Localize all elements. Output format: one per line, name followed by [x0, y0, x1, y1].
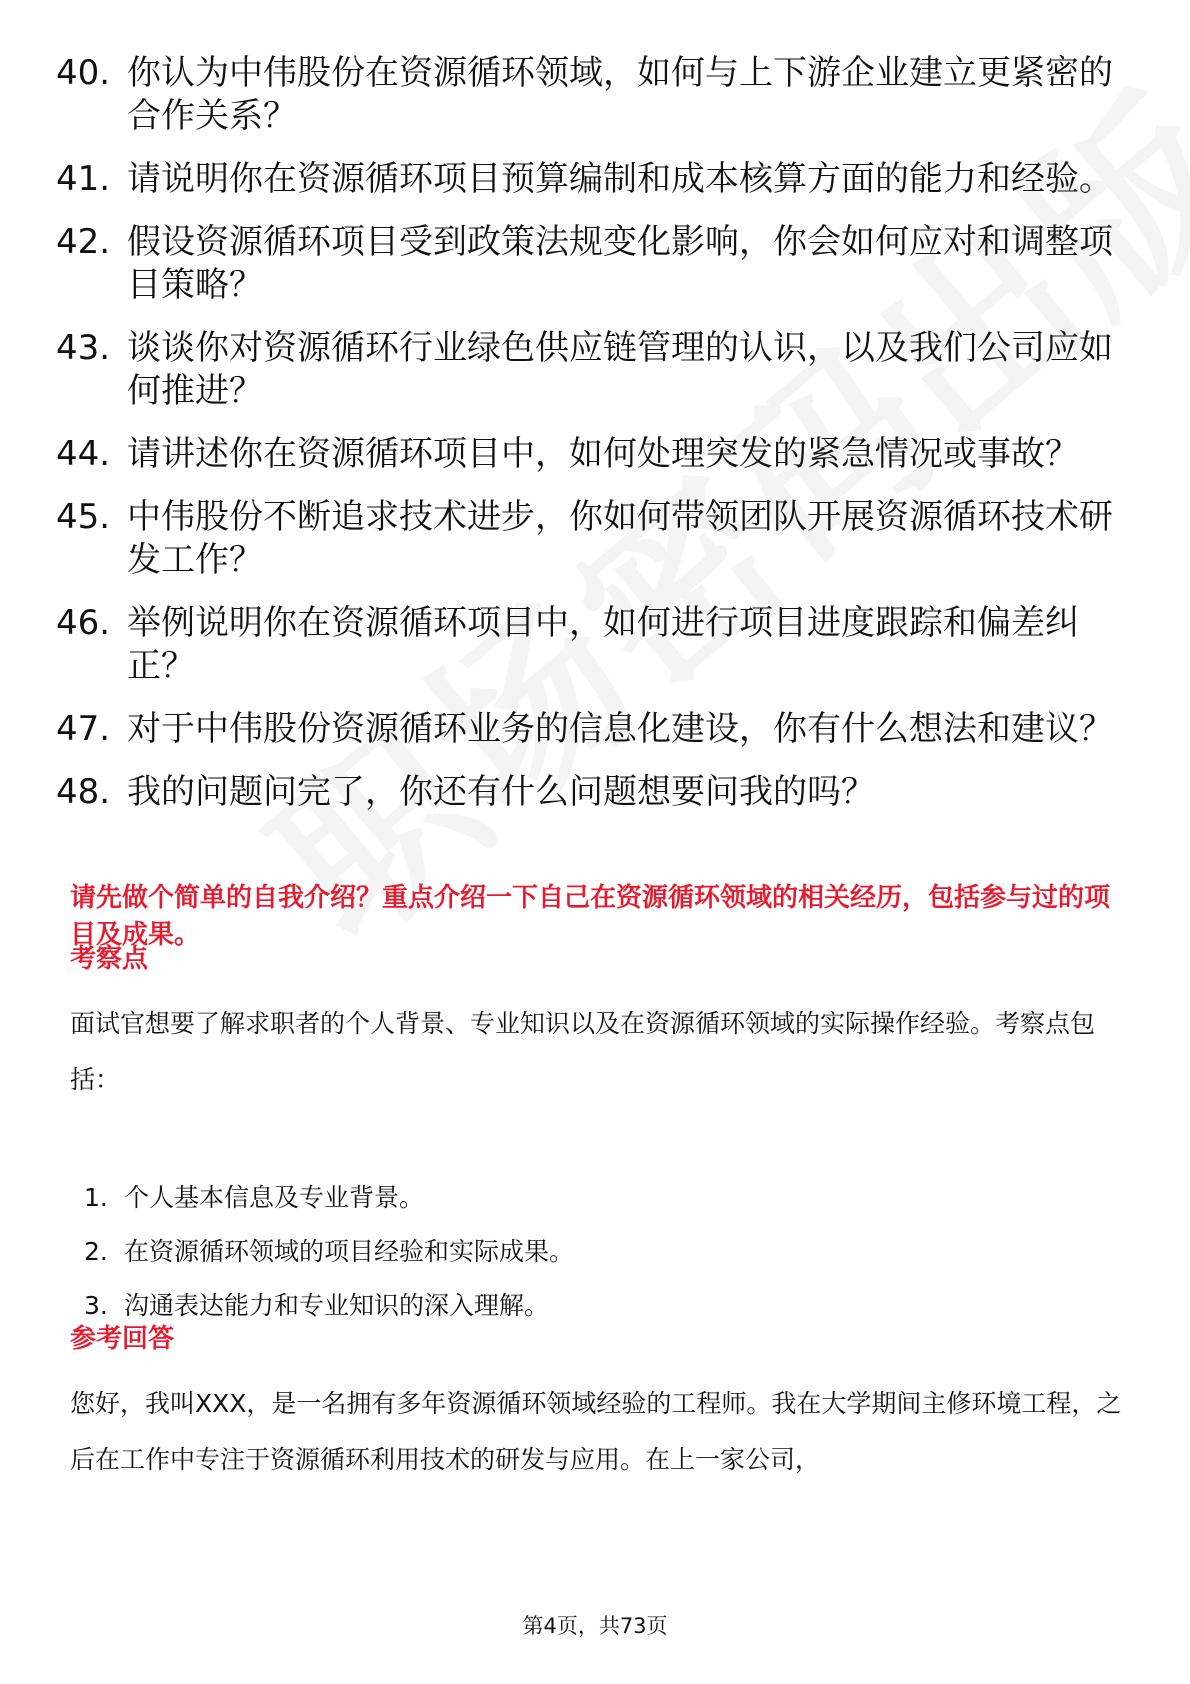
- point-text: 在资源循环领域的项目经验和实际成果。: [124, 1237, 575, 1266]
- assessment-intro: 面试官想要了解求职者的个人背景、专业知识以及在资源循环领域的实际操作经验。考察点包括：: [70, 1009, 1096, 1094]
- question-item: [0, 602, 1190, 688]
- question-item: [0, 221, 1190, 307]
- question-text: 对于中伟股份资源循环业务的信息化建设，你有什么想法和建议？: [127, 709, 1113, 749]
- question-number: 46.: [56, 603, 111, 643]
- page-footer: 第4页，共73页: [522, 1614, 668, 1638]
- question-text: 中伟股份不断追求技术进步，你如何带领团队开展资源循环技术研发工作？: [127, 497, 1113, 580]
- question-number: 44.: [56, 434, 111, 474]
- question-text: 你认为中伟股份在资源循环领域，如何与上下游企业建立更紧密的合作关系？: [127, 53, 1113, 136]
- assessment-point: [0, 1180, 1190, 1216]
- answer-heading: 参考回答: [70, 1324, 175, 1354]
- point-number: 3.: [84, 1291, 108, 1320]
- question-number: 42.: [56, 222, 111, 262]
- assessment-point: [0, 1288, 1190, 1324]
- question-text: 我的问题问完了，你还有什么问题想要问我的吗？: [127, 772, 875, 812]
- self-intro-question: 请先做个简单的自我介绍？重点介绍一下自己在资源循环领域的相关经历，包括参与过的项目及成果。: [70, 883, 1111, 950]
- point-number: 2.: [84, 1237, 108, 1266]
- question-item: [0, 708, 1190, 751]
- question-number: 43.: [56, 328, 111, 368]
- question-text: 假设资源循环项目受到政策法规变化影响，你会如何应对和调整项目策略？: [127, 222, 1113, 305]
- assessment-points: [0, 1180, 1190, 1342]
- question-item: [0, 52, 1190, 138]
- question-number: 40.: [56, 53, 111, 93]
- question-text: 谈谈你对资源循环行业绿色供应链管理的认识，以及我们公司应如何推进？: [127, 328, 1113, 411]
- assessment-heading: 考察点: [70, 944, 149, 974]
- question-text: 举例说明你在资源循环项目中，如何进行项目进度跟踪和偏差纠正？: [127, 603, 1079, 686]
- answer-text: 您好，我叫XXX，是一名拥有多年资源循环领域经验的工程师。我在大学期间主修环境工程，之后在工作中专注于资源循环利用技术的研发与应用。在上一家公司，: [70, 1389, 1122, 1474]
- question-number: 47.: [56, 709, 111, 749]
- point-number: 1.: [84, 1183, 108, 1212]
- question-number: 45.: [56, 497, 111, 537]
- point-text: 个人基本信息及专业背景。: [124, 1183, 425, 1212]
- question-item: [0, 327, 1190, 413]
- question-item: [0, 771, 1190, 814]
- question-item: [0, 158, 1190, 201]
- question-text: 请说明你在资源循环项目预算编制和成本核算方面的能力和经验。: [127, 159, 1113, 199]
- question-text: 请讲述你在资源循环项目中，如何处理突发的紧急情况或事故？: [127, 434, 1079, 474]
- point-text: 沟通表达能力和专业知识的深入理解。: [124, 1291, 550, 1320]
- question-number: 41.: [56, 159, 111, 199]
- question-item: [0, 433, 1190, 476]
- assessment-point: [0, 1234, 1190, 1270]
- question-item: [0, 496, 1190, 582]
- question-list: [0, 52, 1190, 834]
- question-number: 48.: [56, 772, 111, 812]
